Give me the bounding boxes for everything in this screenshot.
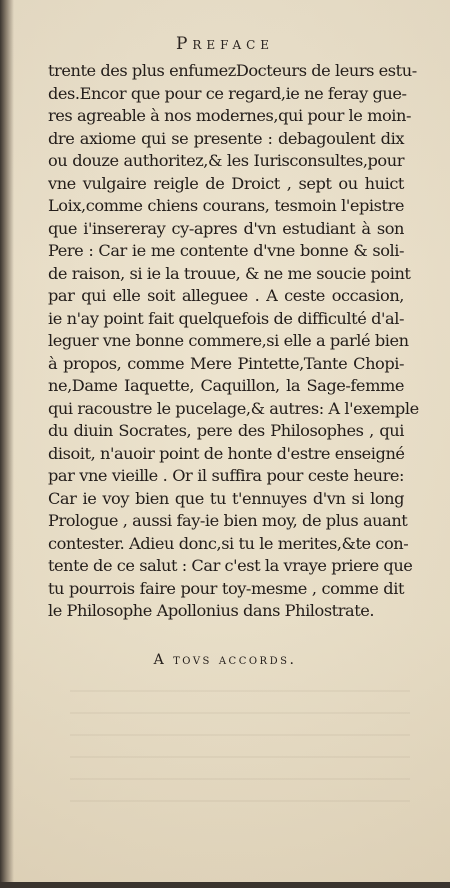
text-line: tu pourrois faire pour toy-mesme , comme dit (48, 578, 404, 598)
text-line: que i'insereray cy-apres d'vn estudiant à son (48, 218, 404, 238)
text-line: ne,Dame Iaquette, Caquillon, la Sage-femme (48, 376, 404, 395)
text-line: vne vulgaire reigle de Droict , sept ou huict (48, 173, 404, 193)
text-line: le Philosophe Apollonius dans Philostrate. (48, 601, 375, 620)
text-line: de raison, si ie la trouue, & ne me soucie point (48, 263, 411, 283)
text-line: Loix,comme chiens courans, tesmoin l'epistre (48, 196, 404, 215)
text-line: par vne vieille . Or il suffira pour ceste heure: (48, 466, 404, 485)
text-line: des.Encor que pour ce regard,ie ne feray gue- (48, 83, 407, 103)
reverse-page-show-through (70, 690, 410, 810)
running-head: Preface (175, 34, 275, 54)
signoff-device: A tovs accords. (153, 652, 297, 668)
text-line: Car ie voy bien que tu t'ennuyes d'vn si long (48, 488, 404, 508)
text-line: ie n'ay point fait quelquefois de difficulté d'al- (48, 308, 404, 328)
text-line: Pere : Car ie me contente d'vne bonne & soli- (48, 241, 404, 260)
page-bottom-edge (0, 882, 450, 888)
text-line: dre axiome qui se presente : debagoulent dix (48, 128, 404, 148)
text-line: du diuin Socrates, pere des Philosophes , qui (48, 421, 404, 440)
text-line: trente des plus enfumezDocteurs de leurs estu- (48, 61, 417, 80)
text-line: disoit, n'auoir point de honte d'estre enseigné (48, 443, 405, 463)
text-line: res agreable à nos modernes,qui pour le moin- (48, 106, 412, 125)
text-line: tente de ce salut : Car c'est la vraye priere que (48, 556, 413, 575)
text-line: leguer vne bonne commere,si elle a parlé bien (48, 331, 409, 350)
page-binding-shadow (0, 0, 14, 888)
text-line: contester. Adieu donc,si tu le merites,&te con- (48, 533, 409, 553)
text-line: à propos, comme Mere Pintette,Tante Chopi- (48, 353, 404, 373)
body-text (48, 60, 419, 623)
text-line: ou douze authoritez,& les Iurisconsultes,pour (48, 151, 404, 170)
text-line: qui racoustre le pucelage,& autres: A l'exemple (48, 398, 419, 418)
text-line: Prologue , aussi fay-ie bien moy, de plus auant (48, 511, 408, 530)
text-line: par qui elle soit alleguee . A ceste occasion, (48, 286, 404, 305)
